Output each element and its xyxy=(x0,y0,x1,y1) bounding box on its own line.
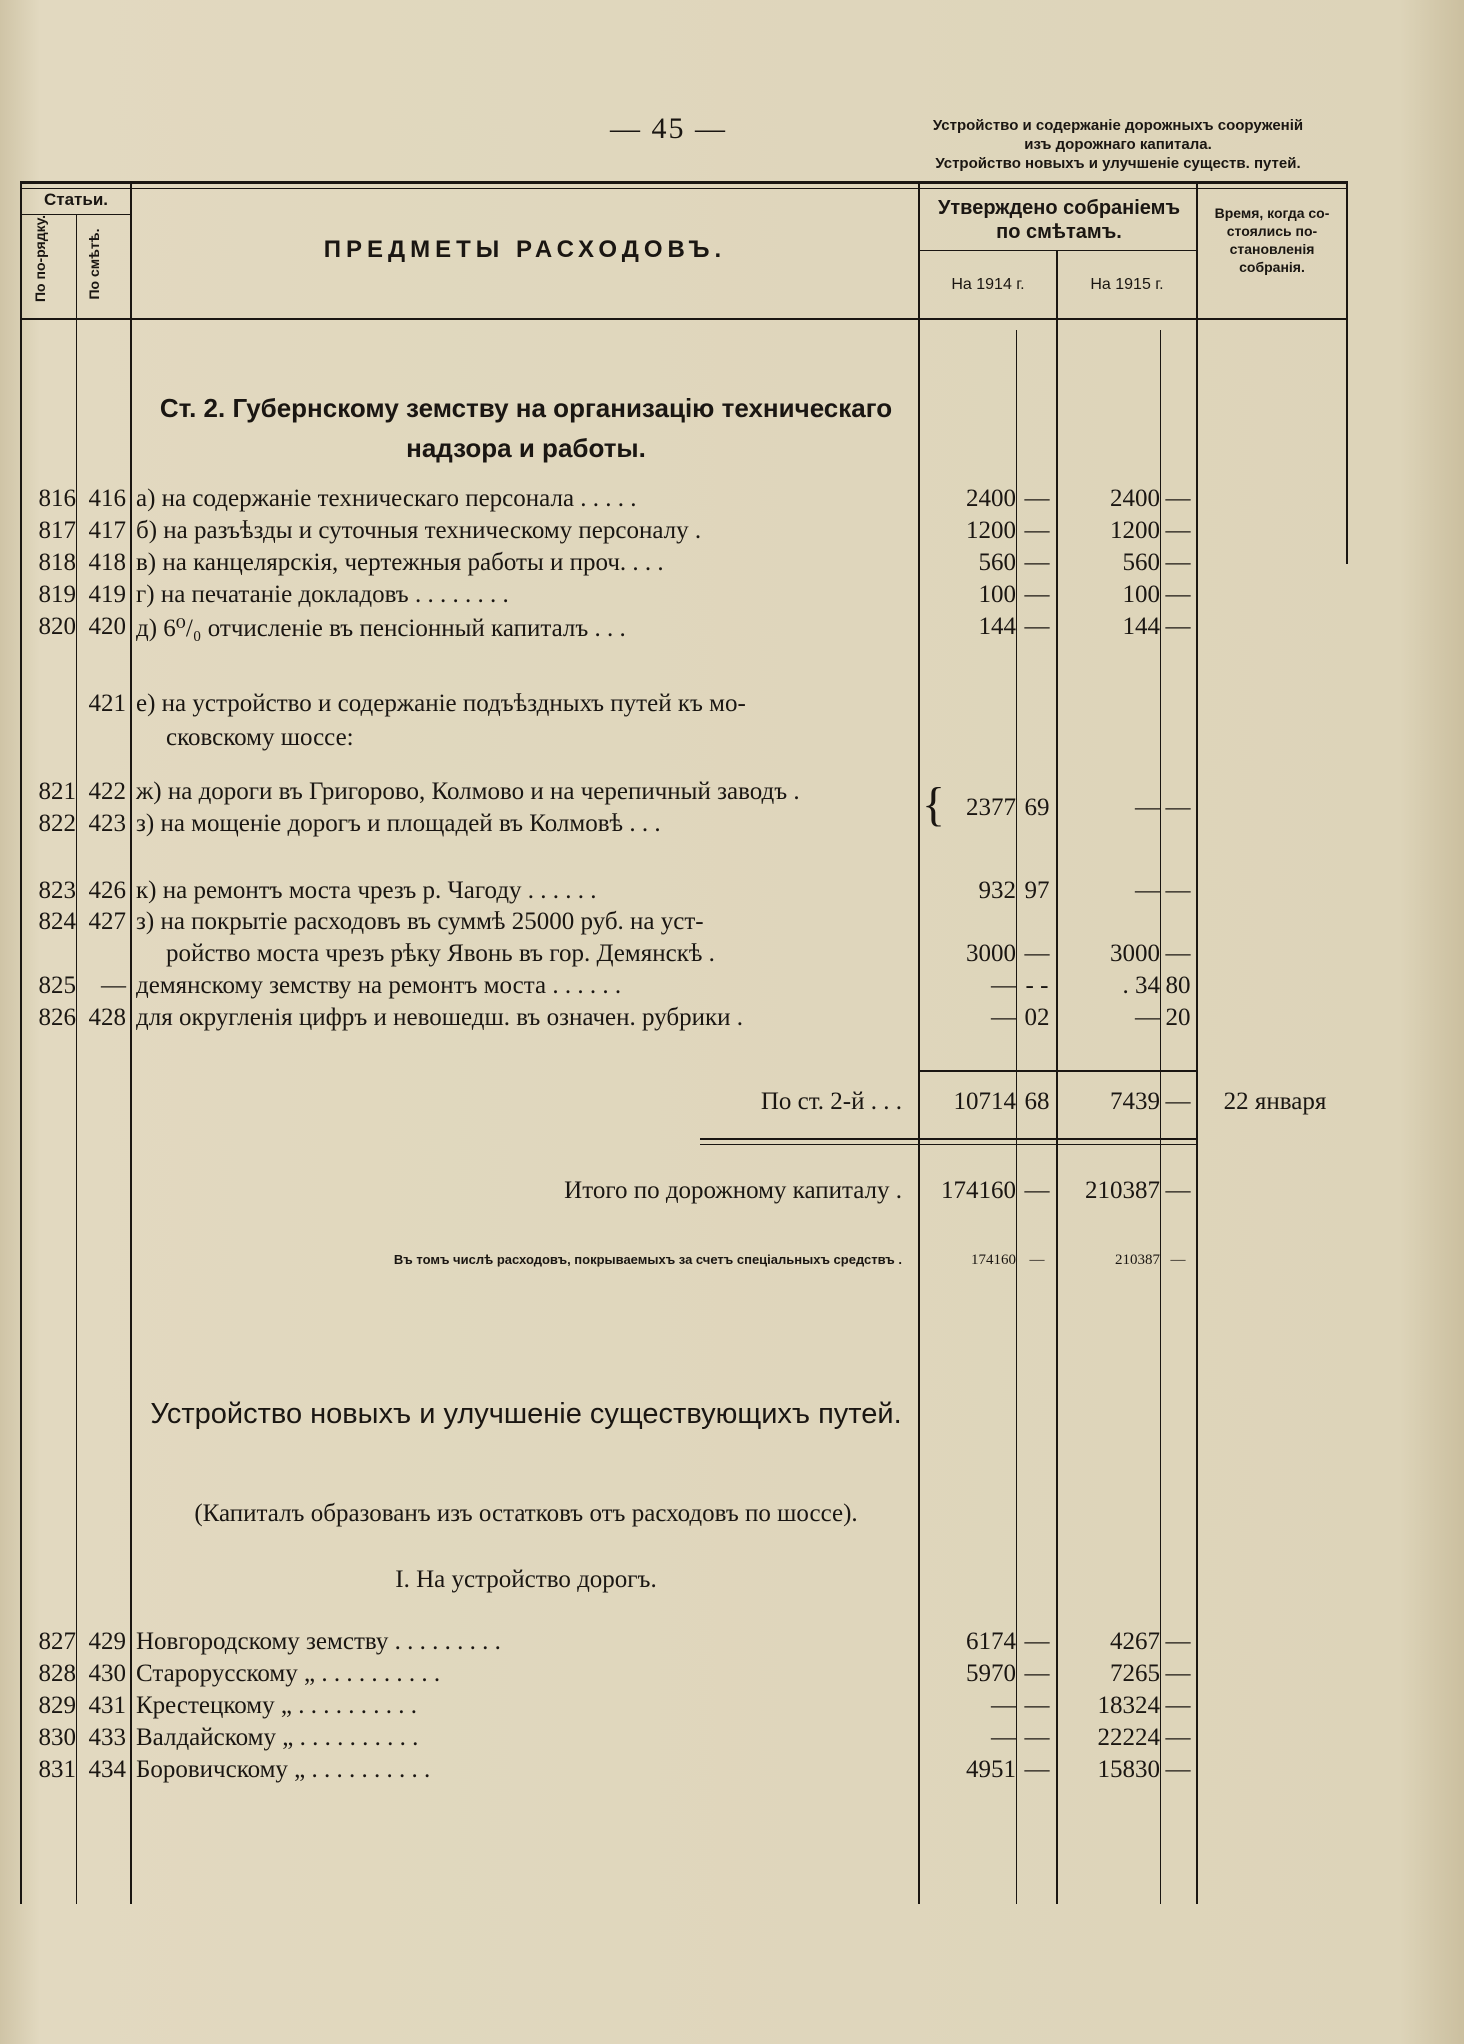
kopecks-1914: — xyxy=(1029,1252,1045,1268)
table-row xyxy=(0,1692,1464,1722)
amount-1915: 210387 xyxy=(1085,1177,1160,1204)
table-row-continued xyxy=(0,940,1464,970)
row-description: ж) на дороги въ Григорово, Колмово и на черепичный заводъ . xyxy=(136,778,800,805)
estimate-number: 430 xyxy=(88,1660,126,1687)
estimate-number: 427 xyxy=(88,908,126,935)
header-time: Время, когда со-стоялись по-становленiя собранiя. xyxy=(1214,205,1330,275)
header-subjects: ПРЕДМЕТЫ РАСХОДОВЪ. xyxy=(323,236,727,263)
kopecks-1914: — xyxy=(1024,1177,1050,1204)
total-rule-thin xyxy=(700,1144,1196,1145)
row-description: Валдайскому „ . . . . . . . . . . xyxy=(136,1724,419,1751)
kopecks-1914: — xyxy=(1024,1692,1050,1719)
amount-1915: 100 xyxy=(1122,581,1160,608)
amount-1914: — xyxy=(991,1004,1016,1031)
kopecks-1914: — xyxy=(1024,1756,1050,1783)
order-number: 817 xyxy=(38,517,76,544)
estimate-number: 422 xyxy=(88,778,126,805)
kopecks-1915: — xyxy=(1165,1628,1191,1655)
kopecks-1915: — xyxy=(1165,940,1191,967)
order-number: 831 xyxy=(38,1756,76,1783)
subtotal-row xyxy=(0,1088,1464,1118)
kopecks-1915: — xyxy=(1165,1660,1191,1687)
amount-1915: 2400 xyxy=(1110,485,1160,512)
order-number: 825 xyxy=(38,972,76,999)
amount-1915: . 34 xyxy=(1122,972,1160,999)
kopecks-1914: — xyxy=(1024,1628,1050,1655)
estimate-number: 419 xyxy=(88,581,126,608)
amount-1914: — xyxy=(991,972,1016,999)
kopecks-1915: — xyxy=(1165,877,1191,904)
subtotal-label: По ст. 2-й . . . xyxy=(760,1088,902,1115)
estimate-number: 431 xyxy=(88,1692,126,1719)
amount-1915: 15830 xyxy=(1097,1756,1160,1783)
table-row xyxy=(0,810,1464,840)
estimate-number: 423 xyxy=(88,810,126,837)
table-row xyxy=(0,1628,1464,1658)
order-number: 820 xyxy=(38,613,76,640)
kopecks-1915: — xyxy=(1165,549,1191,576)
kopecks-1915: 80 xyxy=(1165,972,1191,999)
kopecks-1915: 20 xyxy=(1165,1004,1191,1031)
row-description: е) на устройство и содержанiе подъѣздныхъ путей къ мо- xyxy=(136,690,746,717)
estimate-number: 421 xyxy=(88,690,126,717)
order-number: 822 xyxy=(38,810,76,837)
amount-1914: 174160 xyxy=(941,1177,1016,1204)
estimate-number: 426 xyxy=(88,877,126,904)
order-number: 819 xyxy=(38,581,76,608)
table-row xyxy=(0,613,1464,643)
header-year-1915: На 1915 г. xyxy=(1090,276,1164,293)
row-description: сковскому шоссе: xyxy=(166,724,354,751)
row-description: для округленiя цифръ и невошедш. въ означен. рубрики . xyxy=(136,1004,743,1031)
running-head-line: Устройство и содержанiе дорожныхъ сооруженiй xyxy=(932,117,1304,134)
order-number: 826 xyxy=(38,1004,76,1031)
kopecks-1915: — xyxy=(1165,517,1191,544)
amount-1914: 1200 xyxy=(966,517,1016,544)
section-title: Устройство новыхъ и улучшенiе существующихъ путей. xyxy=(150,1398,902,1430)
amount-1915: 22224 xyxy=(1097,1724,1160,1751)
amount-1915: 7439 xyxy=(1110,1088,1160,1115)
amount-1914: 100 xyxy=(978,581,1016,608)
amount-1914: 5970 xyxy=(966,1660,1016,1687)
row-description: демянскому земству на ремонтъ моста . . . . . . xyxy=(136,972,622,999)
section-title: Ст. 2. Губернскому земству на организацiю техническаго надзора и работы. xyxy=(159,393,893,463)
order-number: 829 xyxy=(38,1692,76,1719)
total-row xyxy=(0,1177,1464,1207)
order-number: 830 xyxy=(38,1724,76,1751)
brace: { xyxy=(922,778,946,831)
estimate-number: 433 xyxy=(88,1724,126,1751)
amount-1914: 10714 xyxy=(953,1088,1016,1115)
row-description: з) на мощенiе дорогъ и площадей въ Колмовѣ . . . xyxy=(136,810,661,837)
kopecks-1914: — xyxy=(1024,485,1050,512)
special-means-label: Въ томъ числѣ расходовъ, покрываемыхъ за счетъ спецiальныхъ средствъ . xyxy=(393,1252,902,1267)
table-top-rule-thin xyxy=(20,188,1348,189)
resolution-date: 22 января xyxy=(1223,1088,1327,1115)
total-label: Итого по дорожному капиталу . xyxy=(564,1177,902,1204)
kopecks-1915: — xyxy=(1165,794,1191,821)
kopecks-1914: — xyxy=(1024,581,1050,608)
table-row xyxy=(0,972,1464,1002)
total-rule xyxy=(700,1138,1196,1140)
row-description: в) на канцелярскiя, чертежныя работы и проч. . . . xyxy=(136,549,664,576)
kopecks-1915: — xyxy=(1165,1088,1191,1115)
row-description: Старорусскому „ . . . . . . . . . . xyxy=(136,1660,441,1687)
row-description: а) на содержанiе техническаго персонала . . . . . xyxy=(136,485,637,512)
amount-1914: 174160 xyxy=(971,1252,1016,1268)
header-by-order: По по-рядку. xyxy=(32,214,48,302)
amount-1914: 932 xyxy=(978,877,1016,904)
row-description: б) на разъѣзды и суточныя техническому персоналу . xyxy=(136,517,702,544)
table-row xyxy=(0,517,1464,547)
kopecks-1915: — xyxy=(1165,485,1191,512)
section-subtitle: I. На устройство дорогъ. xyxy=(395,1566,657,1593)
kopecks-1914: — xyxy=(1024,1660,1050,1687)
row-description: з) на покрытiе расходовъ въ суммѣ 25000 руб. на уст- xyxy=(136,908,704,935)
order-number: 828 xyxy=(38,1660,76,1687)
estimate-number: 428 xyxy=(88,1004,126,1031)
kopecks-1915: — xyxy=(1165,613,1191,640)
order-number: 821 xyxy=(38,778,76,805)
amount-1914: 144 xyxy=(978,613,1016,640)
amount-1915: 7265 xyxy=(1110,1660,1160,1687)
header-year-1914: На 1914 г. xyxy=(951,276,1025,293)
row-description: Крестецкому „ . . . . . . . . . . xyxy=(136,1692,417,1719)
table-row xyxy=(0,549,1464,579)
row-description: д) 6⁰/₀ отчисленiе въ пенсiонный капиталъ . . . xyxy=(136,615,626,642)
order-number: 816 xyxy=(38,485,76,512)
amount-1914: 2377 xyxy=(966,794,1016,821)
table-row-continued xyxy=(0,724,1464,754)
kopecks-1914: 68 xyxy=(1024,1088,1050,1115)
header-by-estimate: По смѣтѣ. xyxy=(86,228,102,300)
order-number: 818 xyxy=(38,549,76,576)
kopecks-1914: 97 xyxy=(1024,877,1050,904)
table-row xyxy=(0,877,1464,907)
table-row xyxy=(0,1004,1464,1034)
row-description: Боровичскому „ . . . . . . . . . . xyxy=(136,1756,431,1783)
amount-1915: 210387 xyxy=(1115,1252,1160,1268)
kopecks-1914: — xyxy=(1024,940,1050,967)
kopecks-1915: — xyxy=(1165,1692,1191,1719)
table-row xyxy=(0,485,1464,515)
running-head-line: Устройство новыхъ и улучшенiе существ. путей. xyxy=(935,155,1301,172)
estimate-number: 429 xyxy=(88,1628,126,1655)
row-description: ройство моста чрезъ рѣку Явонь въ гор. Демянскѣ . xyxy=(166,940,715,967)
table-top-rule xyxy=(20,181,1348,184)
kopecks-1914: — xyxy=(1024,613,1050,640)
amount-1914: 6174 xyxy=(966,1628,1016,1655)
row-description: к) на ремонтъ моста чрезъ р. Чагоду . . . . . . xyxy=(136,877,597,904)
amount-1914: 3000 xyxy=(966,940,1016,967)
amount-1915: — xyxy=(1135,1004,1160,1031)
amount-1915: 1200 xyxy=(1110,517,1160,544)
table-row xyxy=(0,908,1464,938)
kopecks-1914: — xyxy=(1024,549,1050,576)
page-number: — 45 — xyxy=(610,112,727,145)
header-articles: Статьи. xyxy=(43,190,108,209)
running-head-line: изъ дорожнаго капитала. xyxy=(1024,136,1212,153)
amount-1914: 560 xyxy=(978,549,1016,576)
estimate-number: 434 xyxy=(88,1756,126,1783)
estimate-number: 420 xyxy=(88,613,126,640)
amount-1915: 18324 xyxy=(1097,1692,1160,1719)
amount-1915: 144 xyxy=(1122,613,1160,640)
estimate-number: — xyxy=(101,972,126,999)
section-note: (Капиталъ образованъ изъ остатковъ отъ расходовъ по шоссе). xyxy=(194,1500,858,1527)
order-number: 827 xyxy=(38,1628,76,1655)
amount-1914: — xyxy=(991,1724,1016,1751)
kopecks-1915: — xyxy=(1165,581,1191,608)
special-means-row xyxy=(0,1252,1464,1282)
kopecks-1914: - - xyxy=(1025,972,1049,999)
amount-1915: 560 xyxy=(1122,549,1160,576)
amount-1915: — xyxy=(1135,794,1160,821)
amount-1915: — xyxy=(1135,877,1160,904)
table-row xyxy=(0,581,1464,611)
table-row xyxy=(0,1660,1464,1690)
kopecks-1914: 69 xyxy=(1024,794,1050,821)
kopecks-1915: — xyxy=(1170,1252,1186,1268)
estimate-number: 416 xyxy=(88,485,126,512)
order-number: 824 xyxy=(38,908,76,935)
running-head xyxy=(888,116,1348,173)
kopecks-1914: 02 xyxy=(1024,1004,1050,1031)
header-bottom-rule xyxy=(20,318,1348,320)
estimate-number: 417 xyxy=(88,517,126,544)
header-approved: Утверждено собранiемъ по смѣтамъ. xyxy=(937,197,1181,243)
amount-1915: 4267 xyxy=(1110,1628,1160,1655)
amount-1914: — xyxy=(991,1692,1016,1719)
amount-1914: 4951 xyxy=(966,1756,1016,1783)
estimate-number: 418 xyxy=(88,549,126,576)
table-row xyxy=(0,1724,1464,1754)
row-description: г) на печатанiе докладовъ . . . . . . . . xyxy=(136,581,509,608)
order-number: 823 xyxy=(38,877,76,904)
amount-1914: 2400 xyxy=(966,485,1016,512)
kopecks-1915: — xyxy=(1165,1177,1191,1204)
row-description: Новгородскому земству . . . . . . . . . xyxy=(136,1628,501,1655)
approved-rule xyxy=(920,250,1196,251)
kopecks-1915: — xyxy=(1165,1756,1191,1783)
kopecks-1914: — xyxy=(1024,517,1050,544)
kopecks-1914: — xyxy=(1024,1724,1050,1751)
kopecks-1915: — xyxy=(1165,1724,1191,1751)
amount-1915: 3000 xyxy=(1110,940,1160,967)
table-row xyxy=(0,1756,1464,1786)
subtotal-rule xyxy=(918,1070,1196,1072)
table-row xyxy=(0,690,1464,720)
